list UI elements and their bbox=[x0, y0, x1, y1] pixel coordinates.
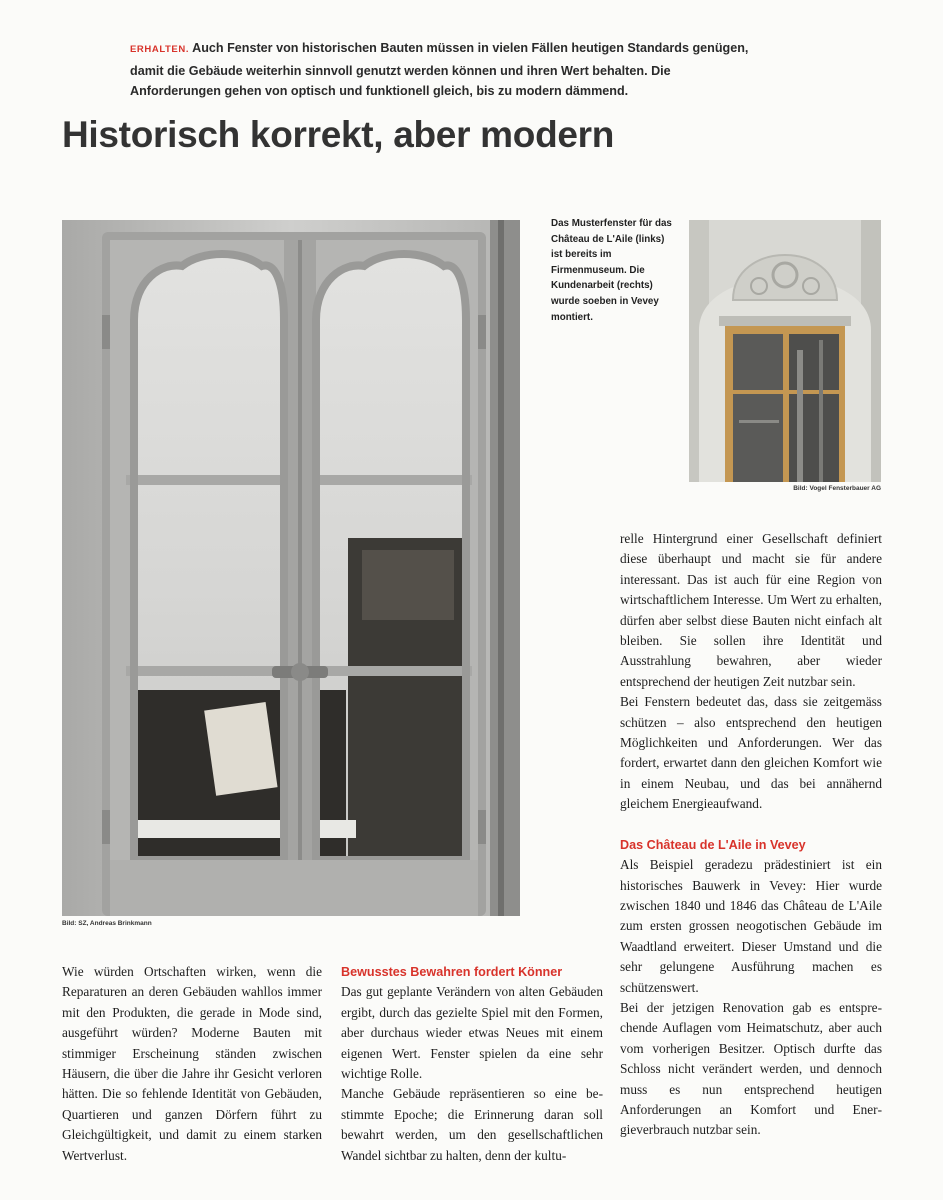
page-title: Historisch korrekt, aber modern bbox=[62, 114, 615, 155]
side-photo-credit: Bild: Vogel Fensterbauer AG bbox=[793, 485, 881, 492]
body-column-2 bbox=[341, 962, 603, 1166]
body-column-1 bbox=[62, 962, 322, 1166]
body-paragraph: Manche Gebäude repräsentieren so eine bestimmte Epoche; die Erinnerung daran soll bewahrt werden, um den gesellschaftlichen Wandel sichtbar zu halten, denn der kultu- bbox=[341, 1086, 603, 1163]
body-column-3 bbox=[620, 529, 882, 1141]
main-photo-credit: Bild: SZ, Andreas Brinkmann bbox=[62, 920, 152, 927]
main-photo-window bbox=[62, 220, 520, 916]
section-heading: Das Château de L'Aile in Vevey bbox=[620, 837, 806, 852]
body-paragraph: Bei der jetzigen Renovation gab es entsprechende Auflagen vom Heimatschutz, aber auch vom vorherigen Besitzer. Optisch durfte das Schloss nicht verändert werden, und dennoch muss es nun entsprechend heutigen Anforderungen an Komfort und Energieverbrauch nutzbar sein. bbox=[620, 999, 882, 1138]
body-paragraph: Wie würden Ortschaften wirken, wenn die Reparaturen an deren Gebäuden wahllos immer mit den Produkten, die gerade in Mode sind, ausgeführt würden? Moderne Bauten mit stimmiger Erscheinung ständen zwischen Häusern, die über die Jahre ihr Gesicht verloren hätten. Die so fehlende Identität von Gebäuden, Quartieren und ganzen Dörfern führt zu Gleichgültigkeit, und damit zu einem starken Wertverlust. bbox=[62, 964, 322, 1163]
body-paragraph: Bei Fenstern bedeutet das, dass sie zeitgemäss schützen – also entsprechend den heutigen Möglichkeiten und Anforderungen. Wer das fordert, erwartet dann den gleichen Komfort wie in einem Neubau, und das bei annähernd gleichem Energieaufwand. bbox=[620, 694, 882, 812]
lead-text: Auch Fenster von historischen Bauten müssen in vielen Fällen heutigen Standards genügen, damit die Gebäude weiterhin sinnvoll genutzt werden können und ihren Wert behalten. Die Anforderungen gehen von optisch und funktionell gleich, bis zu modern dämmend. bbox=[130, 41, 749, 98]
lead-paragraph bbox=[130, 38, 755, 102]
kicker-label: ERHALTEN. bbox=[130, 44, 190, 55]
body-paragraph: relle Hintergrund einer Gesellschaft definiert diese überhaupt und macht sie für andere interessant. Das ist auch für eine Region von wirtschaftlichem Interesse. Um Wert zu erhalten, dürfen aber selbst diese Bauten nicht einfach alt bleiben. Sie sollen ihre Identität und Ausstrahlung bewahren, aber wieder entsprechend der heutigen Zeit nutzbar sein. bbox=[620, 531, 882, 689]
side-photo-window bbox=[689, 220, 881, 482]
body-paragraph: Als Beispiel geradezu prädestiniert ist ein historisches Bauwerk in Vevey: Hier wurde zwischen 1840 und 1846 das Château de L'Aile zum ersten grossen neogotischen Gebäude im Waadtland erweitert. Dieser Umstand und die sehr gelungene Ausführung machen es schützenswert. bbox=[620, 857, 882, 995]
body-paragraph: Das gut geplante Verändern von alten Gebäuden ergibt, durch das gezielte Spiel mit den Formen, aber durchaus wieder etwas Neues mit einem eigenen Wert. Fenster spielen da eine sehr wichtige Rolle. bbox=[341, 984, 603, 1082]
section-heading: Bewusstes Bewahren fordert Könner bbox=[341, 965, 563, 979]
photo-caption: Das Musterfenster für das Château de L'Aile (links) ist bereits im Firmenmuseum. Die Kundenarbeit (rechts) wurde soeben in Vevey montiert. bbox=[551, 218, 672, 323]
